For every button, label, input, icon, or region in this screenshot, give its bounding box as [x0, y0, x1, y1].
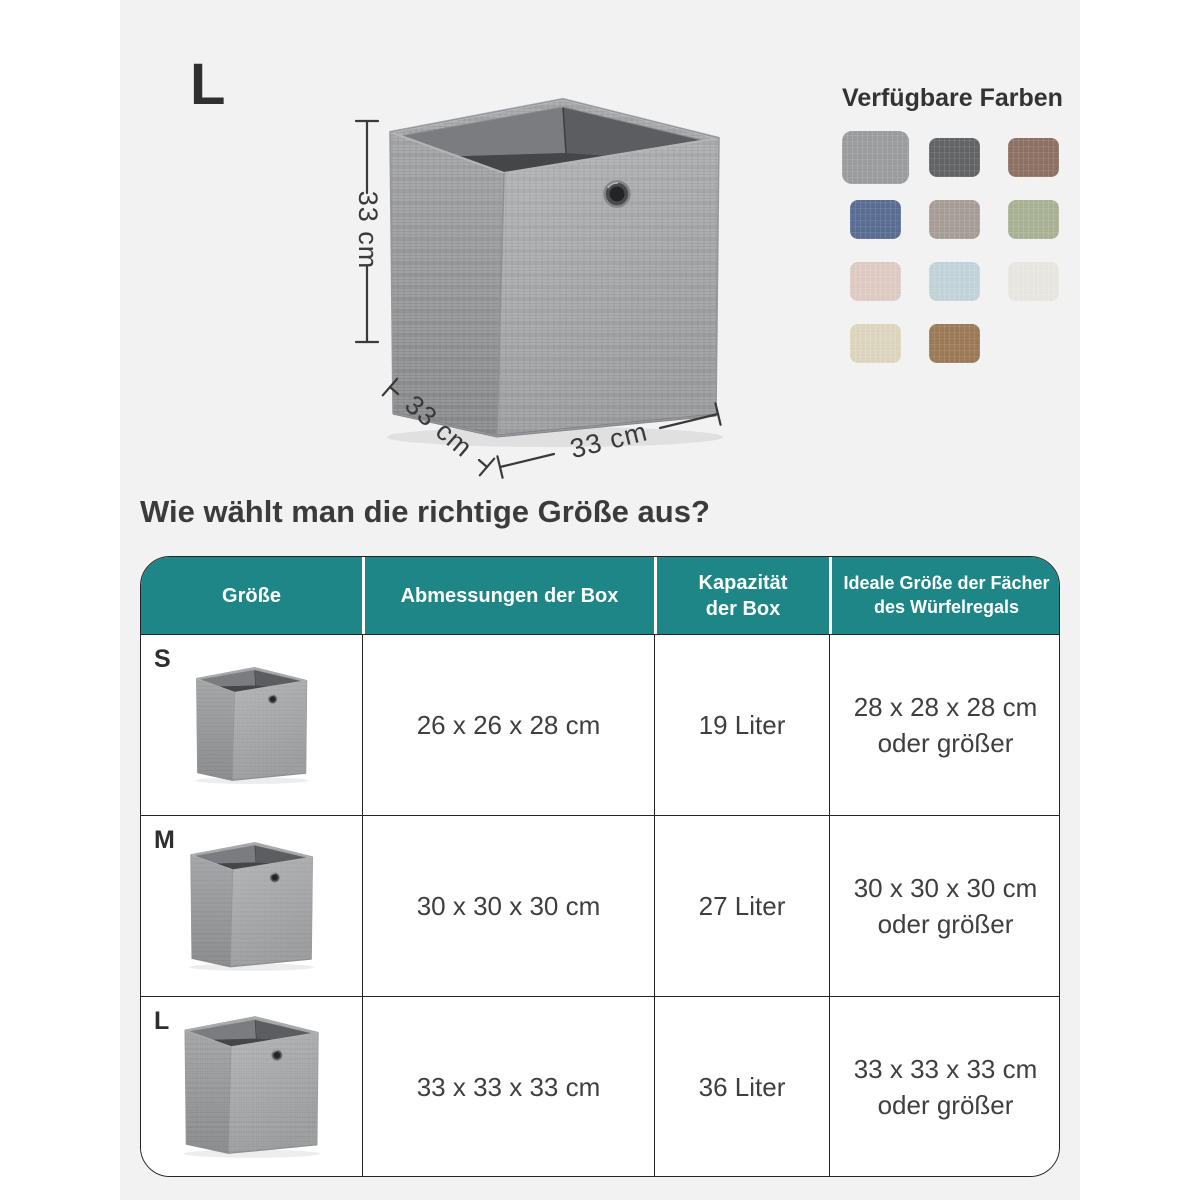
color-swatch-greige [929, 200, 980, 239]
shelf-size-line: oder größer [877, 1090, 1014, 1120]
table-cell-dimensions: 33 x 33 x 33 cm [362, 996, 654, 1177]
size-comparison-table [140, 556, 1060, 1177]
color-swatch-caramel-brown [929, 324, 980, 363]
depth-dimension-label: 33 cm [399, 389, 479, 464]
shelf-size-line: oder größer [877, 728, 1014, 758]
color-swatch-sage-green [1008, 200, 1059, 239]
table-cell-shelf-size [829, 634, 1060, 815]
header-line: Ideale Größe der Fächer [843, 573, 1050, 594]
table-cell-dimensions: 30 x 30 x 30 cm [362, 815, 654, 996]
table-cell-capacity: 36 Liter [654, 996, 829, 1177]
color-swatch-off-white [1008, 262, 1059, 301]
color-swatch-blue [850, 200, 901, 239]
storage-box-image [383, 95, 728, 450]
section-title: Wie wählt man die richtige Größe aus? [140, 494, 710, 529]
shelf-size-line: 30 x 30 x 30 cm [853, 872, 1038, 903]
size-letter: M [154, 826, 175, 854]
shelf-size-line: 33 x 33 x 33 cm [853, 1053, 1038, 1084]
storage-box-thumbnail-s [194, 666, 310, 785]
header-line: Größe [222, 584, 281, 607]
table-cell-capacity: 27 Liter [654, 815, 829, 996]
storage-box-thumbnail-l [182, 1015, 322, 1159]
shelf-size-line: oder größer [877, 909, 1014, 939]
column-header-ideal-shelf-size [829, 557, 1060, 634]
table-cell-dimensions: 26 x 26 x 28 cm [362, 634, 654, 815]
table-row-s-size-cell [141, 634, 362, 815]
table-cell-shelf-size [829, 996, 1060, 1177]
color-swatch-light-blue [929, 262, 980, 301]
table-row-m-size-cell [141, 815, 362, 996]
shelf-size-line: 28 x 28 x 28 cm [853, 691, 1038, 722]
width-dimension-label: 33 cm [567, 416, 651, 465]
header-line: des Würfelregals [873, 596, 1020, 617]
table-cell-shelf-size [829, 815, 1060, 996]
column-header-box-dimensions [362, 557, 654, 634]
color-swatch-taupe-brown [1008, 138, 1059, 177]
size-letter: L [154, 1007, 170, 1035]
color-swatch-blush-pink [850, 262, 901, 301]
available-colors-title: Verfügbare Farben [842, 84, 1063, 112]
table-row-l-size-cell [141, 996, 362, 1177]
size-badge: L [190, 52, 226, 117]
storage-box-thumbnail-m [188, 841, 316, 972]
height-dimension-label: 33 cm [353, 190, 383, 270]
size-letter: S [154, 645, 171, 673]
color-swatch-beige [850, 324, 901, 363]
column-header-size [141, 557, 362, 634]
header-line: Kapazität [698, 571, 788, 594]
header-line: Abmessungen der Box [400, 584, 619, 607]
color-swatch-dark-gray [929, 138, 980, 177]
column-header-capacity [654, 557, 829, 634]
color-swatch-grid [836, 126, 1073, 374]
color-swatch-light-gray [842, 131, 909, 184]
table-cell-capacity: 19 Liter [654, 634, 829, 815]
header-line: der Box [705, 597, 781, 620]
